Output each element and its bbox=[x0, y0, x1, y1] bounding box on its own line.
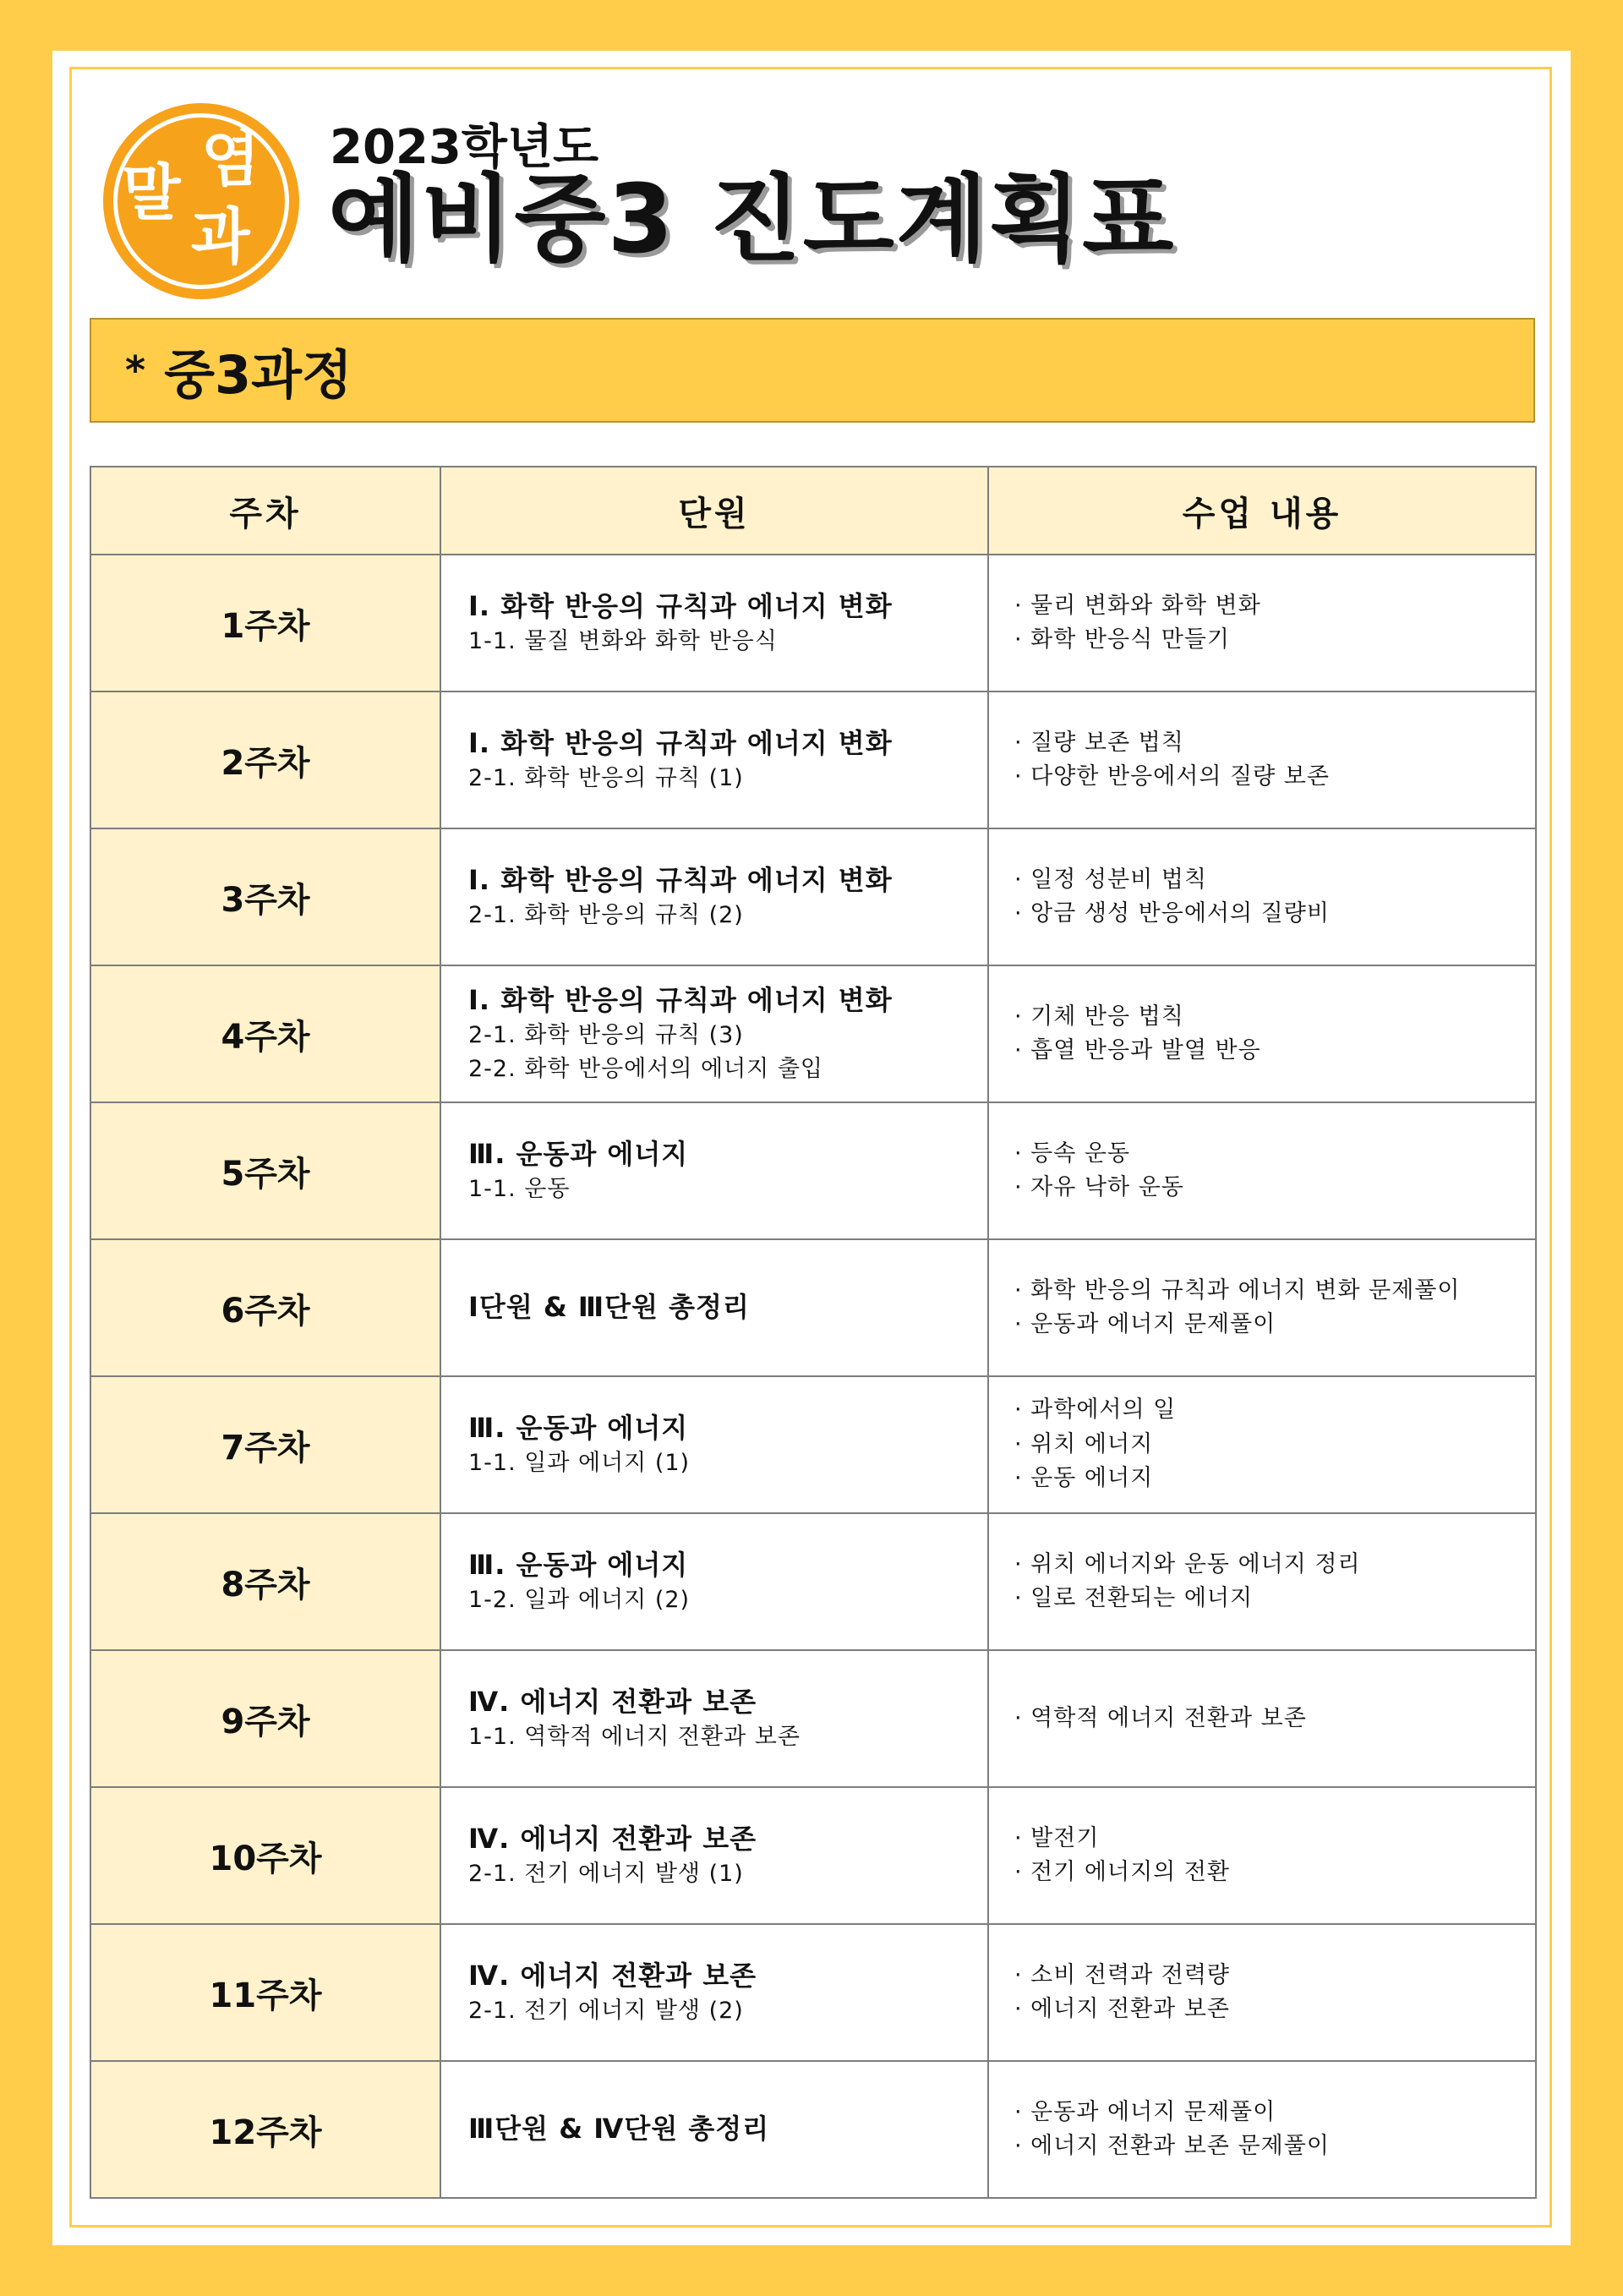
content-item: · 전기 에너지의 전환 bbox=[1014, 1856, 1534, 1890]
content-cell bbox=[988, 1924, 1536, 2061]
week-cell: 7주차 bbox=[90, 1376, 440, 1513]
content-cell bbox=[988, 965, 1536, 1102]
unit-cell bbox=[440, 1376, 988, 1513]
week-cell: 1주차 bbox=[90, 555, 440, 692]
unit-title: Ⅲ. 운동과 에너지 bbox=[468, 1411, 689, 1444]
content-item: · 역학적 에너지 전환과 보존 bbox=[1014, 1702, 1534, 1736]
unit-subtopic: 2-1. 화학 반응의 규칙 (1) bbox=[468, 765, 744, 792]
unit-cell bbox=[440, 555, 988, 692]
table-header-row bbox=[90, 467, 1536, 555]
unit-title: Ⅳ. 에너지 전환과 보존 bbox=[468, 1959, 757, 1992]
unit-title: Ⅳ. 에너지 전환과 보존 bbox=[468, 1822, 757, 1855]
table-row bbox=[90, 555, 1536, 692]
content-item: · 앙금 생성 반응에서의 질량비 bbox=[1014, 897, 1534, 932]
content-item: · 소비 전력과 전력량 bbox=[1014, 1959, 1534, 1993]
content-item: · 발전기 bbox=[1014, 1822, 1534, 1856]
table-row bbox=[90, 965, 1536, 1102]
table-body bbox=[90, 555, 1536, 2198]
unit-cell bbox=[440, 692, 988, 828]
content-cell bbox=[988, 1239, 1536, 1376]
unit-cell bbox=[440, 1924, 988, 2061]
content-cell bbox=[988, 828, 1536, 965]
unit-cell bbox=[440, 1239, 988, 1376]
content-item: · 에너지 전환과 보존 문제풀이 bbox=[1014, 2129, 1534, 2164]
section-title: 중3과정 bbox=[164, 343, 352, 406]
table-row bbox=[90, 2061, 1536, 2198]
week-cell: 4주차 bbox=[90, 965, 440, 1102]
week-cell: 9주차 bbox=[90, 1650, 440, 1787]
unit-cell bbox=[440, 965, 988, 1102]
logo-char: 말 bbox=[122, 157, 181, 228]
unit-subtopic: 1-2. 일과 에너지 (2) bbox=[468, 1587, 691, 1614]
unit-cell bbox=[440, 828, 988, 965]
content-item: · 등속 운동 bbox=[1014, 1137, 1534, 1172]
unit-subtopic: 2-1. 전기 에너지 발생 (2) bbox=[468, 1998, 744, 2025]
unit-subtopic: 1-1. 물질 변화와 화학 반응식 bbox=[468, 628, 778, 655]
header-week: 주차 bbox=[90, 467, 440, 555]
unit-title: Ⅰ. 화학 반응의 규칙과 에너지 변화 bbox=[468, 726, 893, 759]
table-row bbox=[90, 1650, 1536, 1787]
week-cell: 5주차 bbox=[90, 1102, 440, 1239]
content-item: · 운동과 에너지 문제풀이 bbox=[1014, 1308, 1534, 1342]
schedule-table bbox=[90, 466, 1537, 2199]
week-cell: 10주차 bbox=[90, 1787, 440, 1924]
table-row bbox=[90, 1376, 1536, 1513]
unit-cell bbox=[440, 1513, 988, 1650]
week-cell: 3주차 bbox=[90, 828, 440, 965]
school-year: 2023학년도 bbox=[330, 120, 599, 175]
table-row bbox=[90, 828, 1536, 965]
unit-title: Ⅳ. 에너지 전환과 보존 bbox=[468, 1685, 757, 1718]
content-cell bbox=[988, 1102, 1536, 1239]
unit-subtopic: 1-1. 일과 에너지 (1) bbox=[468, 1450, 691, 1477]
content-item: · 기체 반응 법칙 bbox=[1014, 1000, 1534, 1035]
table-row bbox=[90, 1239, 1536, 1376]
content-item: · 에너지 전환과 보존 bbox=[1014, 1993, 1534, 2027]
content-cell bbox=[988, 1513, 1536, 1650]
content-item: · 위치 에너지와 운동 에너지 정리 bbox=[1014, 1548, 1534, 1583]
logo-char: 염 bbox=[201, 123, 260, 194]
unit-cell bbox=[440, 1650, 988, 1787]
header-unit: 단원 bbox=[440, 467, 988, 555]
unit-subtopic: 2-1. 화학 반응의 규칙 (3) bbox=[468, 1022, 744, 1049]
content-item: · 일정 성분비 법칙 bbox=[1014, 863, 1534, 898]
week-cell: 12주차 bbox=[90, 2061, 440, 2198]
week-cell: 8주차 bbox=[90, 1513, 440, 1650]
table-row bbox=[90, 1513, 1536, 1650]
unit-title: Ⅲ. 운동과 에너지 bbox=[468, 1137, 689, 1170]
unit-title: Ⅰ. 화학 반응의 규칙과 에너지 변화 bbox=[468, 589, 893, 622]
content-cell bbox=[988, 692, 1536, 828]
unit-subtopic: 2-2. 화학 반응에서의 에너지 출입 bbox=[468, 1055, 823, 1082]
table-row bbox=[90, 1924, 1536, 2061]
content-item: · 흡열 반응과 발열 반응 bbox=[1014, 1034, 1534, 1069]
content-item: · 위치 에너지 bbox=[1014, 1428, 1534, 1462]
table-row bbox=[90, 692, 1536, 828]
content-cell bbox=[988, 1650, 1536, 1787]
content-item: · 화학 반응의 규칙과 에너지 변화 문제풀이 bbox=[1014, 1274, 1534, 1309]
unit-cell bbox=[440, 1102, 988, 1239]
unit-title: Ⅲ단원 & Ⅳ단원 총정리 bbox=[468, 2113, 770, 2146]
content-item: · 과학에서의 일 bbox=[1014, 1393, 1534, 1428]
content-item: · 일로 전환되는 에너지 bbox=[1014, 1582, 1534, 1616]
logo bbox=[103, 103, 299, 299]
unit-cell bbox=[440, 2061, 988, 2198]
unit-cell bbox=[440, 1787, 988, 1924]
content-cell bbox=[988, 1787, 1536, 1924]
unit-subtopic: 2-1. 화학 반응의 규칙 (2) bbox=[468, 902, 744, 929]
page-title: 예비중3 진도계획표 bbox=[328, 165, 1176, 275]
table-row bbox=[90, 1102, 1536, 1239]
table-row bbox=[90, 1787, 1536, 1924]
header-content: 수업 내용 bbox=[988, 467, 1536, 555]
content-item: · 물리 변화와 화학 변화 bbox=[1014, 589, 1534, 624]
content-item: · 질량 보존 법칙 bbox=[1014, 726, 1534, 761]
section-marker: * bbox=[125, 347, 146, 393]
unit-title: Ⅰ. 화학 반응의 규칙과 에너지 변화 bbox=[468, 984, 893, 1017]
week-cell: 11주차 bbox=[90, 1924, 440, 2061]
content-cell bbox=[988, 2061, 1536, 2198]
unit-title: Ⅲ. 운동과 에너지 bbox=[468, 1548, 689, 1581]
content-cell bbox=[988, 555, 1536, 692]
week-cell: 2주차 bbox=[90, 692, 440, 828]
content-cell bbox=[988, 1376, 1536, 1513]
week-cell: 6주차 bbox=[90, 1239, 440, 1376]
content-item: · 다양한 반응에서의 질량 보존 bbox=[1014, 760, 1534, 795]
unit-title: Ⅰ. 화학 반응의 규칙과 에너지 변화 bbox=[468, 863, 893, 896]
unit-subtopic: 1-1. 운동 bbox=[468, 1176, 571, 1203]
unit-title: Ⅰ단원 & Ⅲ단원 총정리 bbox=[468, 1291, 750, 1324]
content-item: · 자유 낙하 운동 bbox=[1014, 1171, 1534, 1205]
unit-subtopic: 1-1. 역학적 에너지 전환과 보존 bbox=[468, 1724, 801, 1751]
content-item: · 운동 에너지 bbox=[1014, 1462, 1534, 1496]
logo-char: 과 bbox=[191, 201, 250, 272]
section-banner bbox=[90, 318, 1535, 423]
content-item: · 화학 반응식 만들기 bbox=[1014, 623, 1534, 658]
unit-subtopic: 2-1. 전기 에너지 발생 (1) bbox=[468, 1861, 744, 1888]
content-item: · 운동과 에너지 문제풀이 bbox=[1014, 2096, 1534, 2130]
